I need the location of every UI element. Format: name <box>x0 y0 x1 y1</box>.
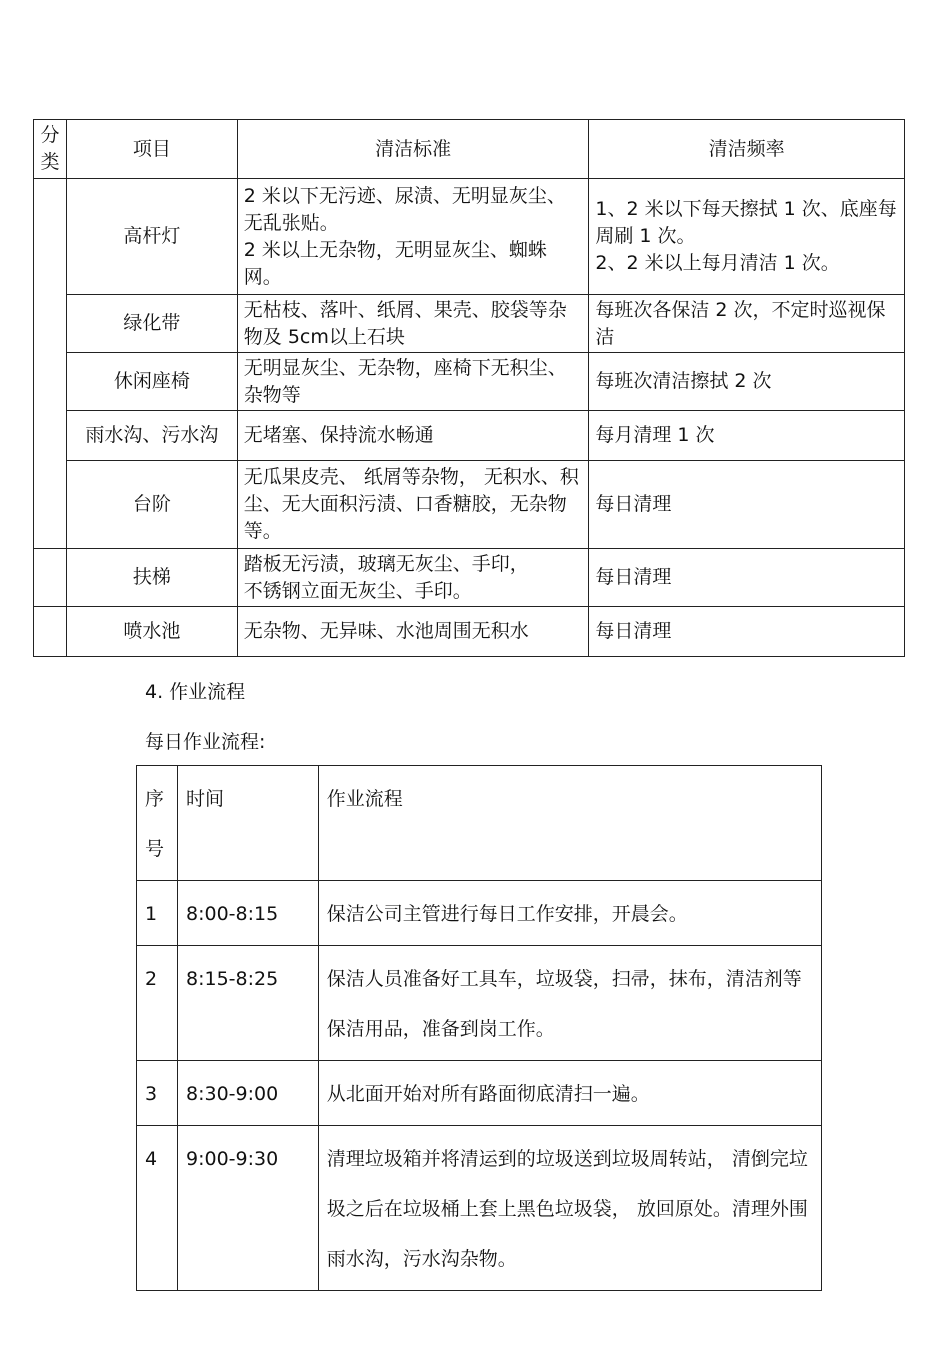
header-item: 项目 <box>66 120 237 179</box>
frequency-line: 1、2 米以下每天擦拭 1 次、底座每周刷 1 次。 <box>595 198 897 247</box>
header-category: 分类 <box>34 120 67 179</box>
process-cell: 清理垃圾箱并将清运到的垃圾送到垃圾周转站， 清倒完垃圾之后在垃圾桶上套上黑色垃圾袋， 放回原处。清理外围雨水沟，污水沟杂物。 <box>318 1126 821 1291</box>
item-cell: 雨水沟、污水沟 <box>66 411 237 461</box>
table-row <box>34 607 905 657</box>
item-cell: 休闲座椅 <box>66 353 237 411</box>
table-row <box>34 179 905 295</box>
category-cell <box>34 607 67 657</box>
table-row <box>34 295 905 353</box>
frequency-cell: 每日清理 <box>589 607 905 657</box>
category-cell <box>34 549 67 607</box>
frequency-cell: 每日清理 <box>589 549 905 607</box>
item-cell: 台阶 <box>66 461 237 549</box>
table-row <box>137 1061 822 1126</box>
header-process: 作业流程 <box>318 766 821 881</box>
process-cell: 保洁公司主管进行每日工作安排，开晨会。 <box>318 881 821 946</box>
table-row <box>34 411 905 461</box>
standard-cell <box>237 549 589 607</box>
frequency-cell: 每班次清洁擦拭 2 次 <box>589 353 905 411</box>
item-cell: 扶梯 <box>66 549 237 607</box>
time-cell: 8:30-9:00 <box>177 1061 318 1126</box>
cleaning-standard-table <box>33 119 905 657</box>
standard-cell: 无瓜果皮壳、 纸屑等杂物， 无积水、积尘、无大面积污渍、口香糖胶，无杂物等。 <box>237 461 589 549</box>
process-cell: 从北面开始对所有路面彻底清扫一遍。 <box>318 1061 821 1126</box>
no-cell: 2 <box>137 946 178 1061</box>
standard-cell: 无杂物、无异味、水池周围无积水 <box>237 607 589 657</box>
header-time: 时间 <box>177 766 318 881</box>
standard-cell <box>237 179 589 295</box>
item-cell: 高杆灯 <box>66 179 237 295</box>
item-cell: 喷水池 <box>66 607 237 657</box>
table-row <box>137 946 822 1061</box>
standard-cell: 无明显灰尘、无杂物，座椅下无积尘、杂物等 <box>237 353 589 411</box>
no-cell: 3 <box>137 1061 178 1126</box>
table-row <box>34 549 905 607</box>
frequency-cell <box>589 179 905 295</box>
time-cell: 9:00-9:30 <box>177 1126 318 1291</box>
standard-cell: 无枯枝、落叶、纸屑、果壳、胶袋等杂物及 5cm以上石块 <box>237 295 589 353</box>
table-header-row <box>137 766 822 881</box>
time-cell: 8:15-8:25 <box>177 946 318 1061</box>
daily-process-title: 每日作业流程: <box>145 731 266 753</box>
standard-cell: 无堵塞、保持流水畅通 <box>237 411 589 461</box>
standard-line: 踏板无污渍，玻璃无灰尘、手印， <box>243 552 529 575</box>
time-cell: 8:00-8:15 <box>177 881 318 946</box>
table-row <box>34 353 905 411</box>
no-cell: 1 <box>137 881 178 946</box>
table-header-row <box>34 120 905 179</box>
header-no-line: 序 <box>145 788 165 810</box>
frequency-line: 2、2 米以上每月清洁 1 次。 <box>595 252 840 274</box>
item-cell: 绿化带 <box>66 295 237 353</box>
table-row <box>137 1126 822 1291</box>
header-no <box>137 766 178 881</box>
table-row <box>137 881 822 946</box>
table-row <box>34 461 905 549</box>
frequency-cell: 每月清理 1 次 <box>589 411 905 461</box>
standard-line: 2 米以下无污迹、尿渍、无明显灰尘、无乱张贴。 <box>243 184 566 234</box>
process-cell: 保洁人员准备好工具车，垃圾袋，扫帚，抹布，清洁剂等保洁用品，准备到岗工作。 <box>318 946 821 1061</box>
header-frequency: 清洁频率 <box>589 120 905 179</box>
standard-line: 2 米以上无杂物，无明显灰尘、蜘蛛网。 <box>243 238 547 288</box>
category-cell <box>34 179 67 549</box>
standard-line: 不锈钢立面无灰尘、手印。 <box>243 579 472 602</box>
daily-process-table <box>136 765 822 1291</box>
frequency-cell: 每日清理 <box>589 461 905 549</box>
frequency-cell: 每班次各保洁 2 次，不定时巡视保洁 <box>589 295 905 353</box>
header-standard: 清洁标准 <box>237 120 589 179</box>
no-cell: 4 <box>137 1126 178 1291</box>
header-no-line: 号 <box>145 838 165 860</box>
section-title: 4. 作业流程 <box>145 681 246 703</box>
